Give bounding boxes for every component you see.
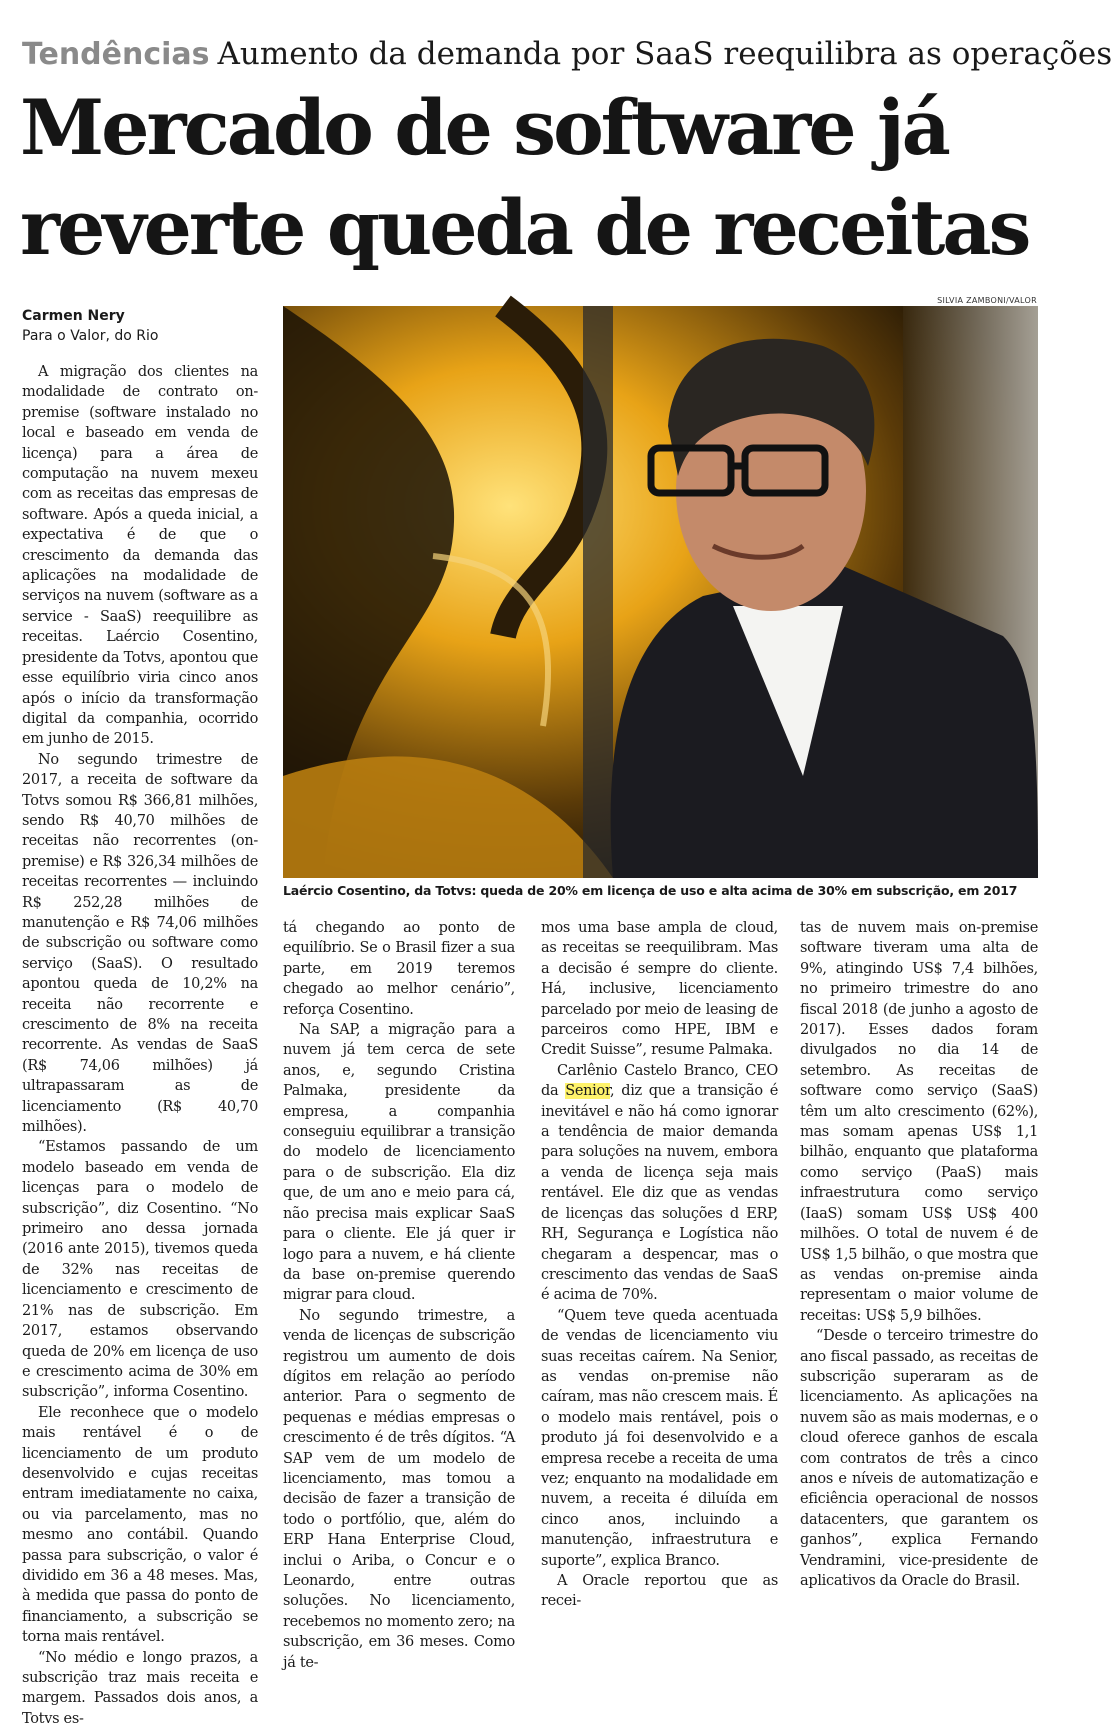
text-run: Carlênio Castelo Branco, CEO da xyxy=(541,1062,778,1100)
article-column-4 xyxy=(800,918,1038,1587)
kicker-subtitle: Aumento da demanda por SaaS reequilibra as operações xyxy=(217,36,1112,72)
paragraph: “Estamos passando de um modelo baseado em venda de licenças para o modelo de subscrição”, diz Cosentino. “No primeiro ano dessa jornada (2016 ante 2015), tivemos queda de 32% nas receitas de licenciamento e crescimento de 21% nas de subscrição. Em 2017, estamos observando queda de 20% em licença de uso e crescimento acima de 30% em subscrição”, informa Cosentino. xyxy=(22,1139,258,1401)
text-run: , diz que a transição é inevitável e não há como ignorar a tendência de maior demanda para soluções na nuvem, embora a venda de licença seja mais rentável. Ele diz que as vendas de licenças das soluções d ERP, RH, Segurança e Logística não chegaram a despencar, mas o crescimento das vendas de SaaS é acima de 70%. xyxy=(541,1083,778,1304)
article-column-1 xyxy=(22,362,258,1727)
author-affiliation: Para o Valor, do Rio xyxy=(22,328,159,344)
paragraph: Ele reconhece que o modelo mais rentável é o de licenciamento de um produto desenvolvido e cujas receitas entram imediatamente no caixa, ou via parcelamento, mas no mesmo ano contábil. Quando passa para subscrição, o valor é dividido em 36 a 48 meses. Mas, à medida que passa do ponto de financiamento, a subscrição se torna mais rentável. xyxy=(22,1404,258,1646)
paragraph: A migração dos clientes na modalidade de contrato on-premise (software instalado no local e baseado em venda de licença) para a área de computação na nuvem mexeu com as receitas das empresas de software. Após a queda inicial, a expectativa é de que o crescimento da demanda das aplicações na modalidade de serviços na nuvem (software as a service - SaaS) reequilibre as receitas. Laércio Cosentino, presidente da Totvs, apontou que esse equilíbrio viria cinco anos após o início da transformação digital da companhia, ocorrido em junho de 2015. xyxy=(22,364,258,748)
paragraph: Na SAP, a migração para a nuvem já tem cerca de sete anos, e, segundo Cristina Palmaka, presidente da empresa, a companhia conseguiu equilibrar a transição do modelo de licenciamento para o de subscrição. Ela diz que, de um ano e meio para cá, não precisa mais explicar SaaS para o cliente. Ele já quer ir logo para a nuvem, e há cliente da base on-premise querendo migrar para cloud. xyxy=(283,1022,515,1304)
headline-line-2: reverte queda de receitas xyxy=(20,183,1029,272)
paragraph: No segundo trimestre de 2017, a receita de software da Totvs somou R$ 366,81 milhões, sendo R$ 40,70 milhões de receitas não recorrentes (on-premise) e R$ 326,34 milhões de receitas recorrentes — incluindo R$ 252,28 milhões de manutenção e R$ 74,06 milhões de subscrição ou software como serviço (SaaS). O resultado apontou queda de 10,2% na receita não recorrente e crescimento de 8% na receita recorrente. As vendas de SaaS (R$ 74,06 milhões) já ultrapassaram as de licenciamento (R$ 40,70 milhões). xyxy=(22,751,258,1136)
paragraph: “Quem teve queda acentuada de vendas de licenciamento viu suas receitas caírem. Na Senior, as vendas on-premise não caíram, mas não crescem mais. É o modelo mais rentável, pois o produto já foi desenvolvido e a empresa recebe a receita de uma vez; enquanto na modalidade em nuvem, a receita é diluída em cinco anos, incluindo a manutenção, infraestrutura e suporte”, explica Branco. xyxy=(541,1307,778,1569)
article-column-3 xyxy=(541,918,778,1610)
article-column-2 xyxy=(283,918,515,1671)
photo-credit: SILVIA ZAMBONI/VALOR xyxy=(937,296,1037,305)
paragraph: tas de nuvem mais on-premise software tiveram uma alta de 9%, atingindo US$ 7,4 bilhões, no primeiro trimestre do ano fiscal 2018 (de junho a agosto de 2017). Esses dados foram divulgados no dia 14 de setembro. As receitas de software como serviço (SaaS) têm um alto crescimento (62%), mas somam apenas US$ 1,1 bilhão, enquanto que plataforma como serviço (PaaS) mais infraestrutura como serviço (IaaS) somam US$ US$ 400 milhões. O total de nuvem é de US$ 1,5 bilhão, o que mostra que as vendas on-premise ainda representam o maior volume de receitas: US$ 5,9 bilhões. xyxy=(800,920,1038,1324)
paragraph xyxy=(541,1061,778,1306)
paragraph: “No médio e longo prazos, a subscrição traz mais receita e margem. Passados dois anos, a Totvs es- xyxy=(22,1649,258,1727)
paragraph: No segundo trimestre, a venda de licenças de subscrição registrou um aumento de dois dígitos em relação ao período anterior. Para o segmento de pequenas e médias empresas o crescimento é de três dígitos. “A SAP vem de um modelo de licenciamento, mas tomou a decisão de fazer a transição de todo o portfólio, que, além do ERP Hana Enterprise Cloud, inclui o Ariba, o Concur e o Leonardo, entre outras soluções. No licenciamento, recebemos no momento zero; na subscrição, em 36 meses. Como já te- xyxy=(283,1307,515,1671)
paragraph: tá chegando ao ponto de equilíbrio. Se o Brasil fizer a sua parte, em 2019 teremos chegado ao melhor cenário”, reforça Cosentino. xyxy=(283,920,515,1018)
highlighted-word: Senior xyxy=(565,1083,610,1100)
author-name: Carmen Nery xyxy=(22,308,125,324)
headline-line-1: Mercado de software já xyxy=(20,83,948,172)
headline xyxy=(20,78,1060,278)
kicker xyxy=(22,34,1112,75)
byline xyxy=(22,306,158,346)
section-label: Tendências xyxy=(22,37,210,72)
paragraph: “Desde o terceiro trimestre do ano fiscal passado, as receitas de subscrição superaram as de licenciamento. As aplicações na nuvem são as mais modernas, e o cloud oferece ganhos de escala com contratos de três a cinco anos e níveis de automatização e eficiência operacional de nossos datacenters, que garantem os ganhos”, explica Fernando Vendramini, vice-presidente de aplicativos da Oracle do Brasil. xyxy=(800,1328,1038,1589)
paragraph: A Oracle reportou que as recei- xyxy=(541,1573,778,1610)
article-photo xyxy=(283,306,1038,878)
photo-caption: Laércio Cosentino, da Totvs: queda de 20% em licença de uso e alta acima de 30% em subscrição, em 2017 xyxy=(283,883,1018,898)
paragraph: mos uma base ampla de cloud, as receitas se reequilibram. Mas a decisão é sempre do cliente. Há, inclusive, licenciamento parcelado por meio de leasing de parceiros como HPE, IBM e Credit Suisse”, resume Palmaka. xyxy=(541,920,778,1059)
